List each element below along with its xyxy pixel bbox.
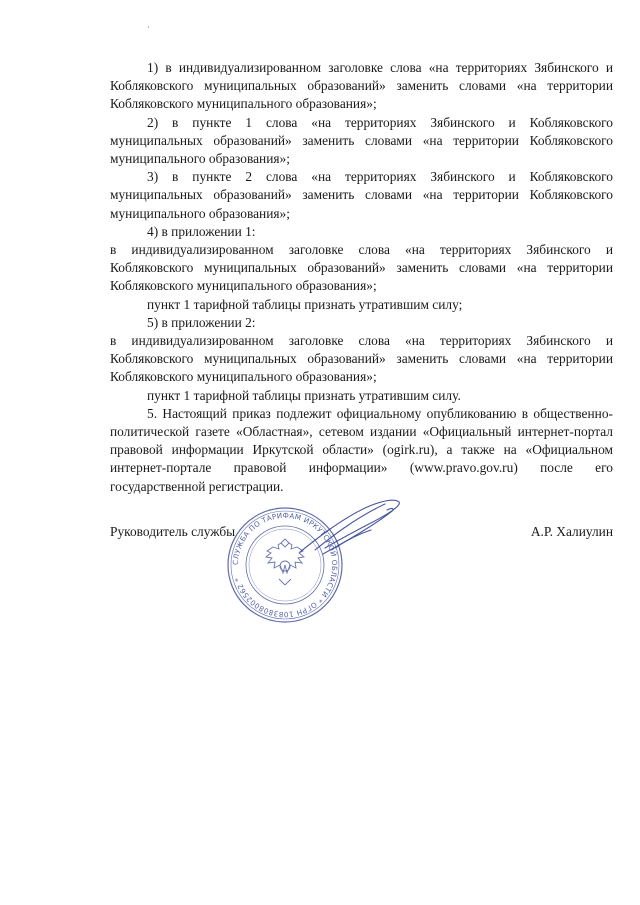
- amendment-item-5-heading: 5) в приложении 2:: [147, 314, 256, 330]
- signatory-name: А.Р. Халиулин: [530, 524, 613, 539]
- svg-text:СЛУЖБА ПО ТАРИФАМ ИРКУТСКОЙ ОБ: СЛУЖБА ПО ТАРИФАМ ИРКУТСКОЙ ОБЛАСТИ * ОГРН 1083808002562 *: [230, 510, 340, 620]
- amendment-item-3: 3) в пункте 2 слова «на территориях Зябинского и Кобляковского муниципальных образований» заменить словами «на территории Кобляковского муниципального образования»;: [110, 169, 613, 221]
- order-body: [110, 59, 613, 496]
- amendment-item-5-text: в индивидуализированном заголовке слова «на территориях Зябинского и Кобляковского муниципальных образований» заменить словами «на территории Кобляковского муниципального образования»;: [110, 333, 613, 385]
- amendment-item-1: 1) в индивидуализированном заголовке слова «на территориях Зябинского и Кобляковского муниципальных образований» заменить словами «на территории Кобляковского муниципального образования»;: [110, 60, 613, 112]
- publication-clause: 5. Настоящий приказ подлежит официальному опубликованию в общественно-политической газете «Областная», сетевом издании «Официальный интернет-портал правовой информации Иркутской области» (ogirk.ru), а также на «Официальном интернет-портале правовой информации» (www.pravo.gov.ru) после его государственной регистрации.: [110, 405, 613, 494]
- signatory-title: Руководитель службы: [110, 524, 236, 539]
- amendment-item-4-text: в индивидуализированном заголовке слова «на территориях Зябинского и Кобляковского муниципальных образований» заменить словами «на территории Кобляковского муниципального образования»;: [110, 242, 613, 294]
- amendment-item-5-point: пункт 1 тарифной таблицы признать утратившим силу.: [147, 387, 461, 403]
- amendment-item-4-heading: 4) в приложении 1:: [147, 223, 256, 239]
- amendment-item-2: 2) в пункте 1 слова «на территориях Зябинского и Кобляковского муниципальных образований» заменить словами «на территории Кобляковского муниципального образования»;: [110, 114, 613, 167]
- amendment-item-4-point: пункт 1 тарифной таблицы признать утратившим силу;: [147, 296, 463, 312]
- signature-block: [110, 523, 613, 543]
- scan-mark: [148, 26, 149, 28]
